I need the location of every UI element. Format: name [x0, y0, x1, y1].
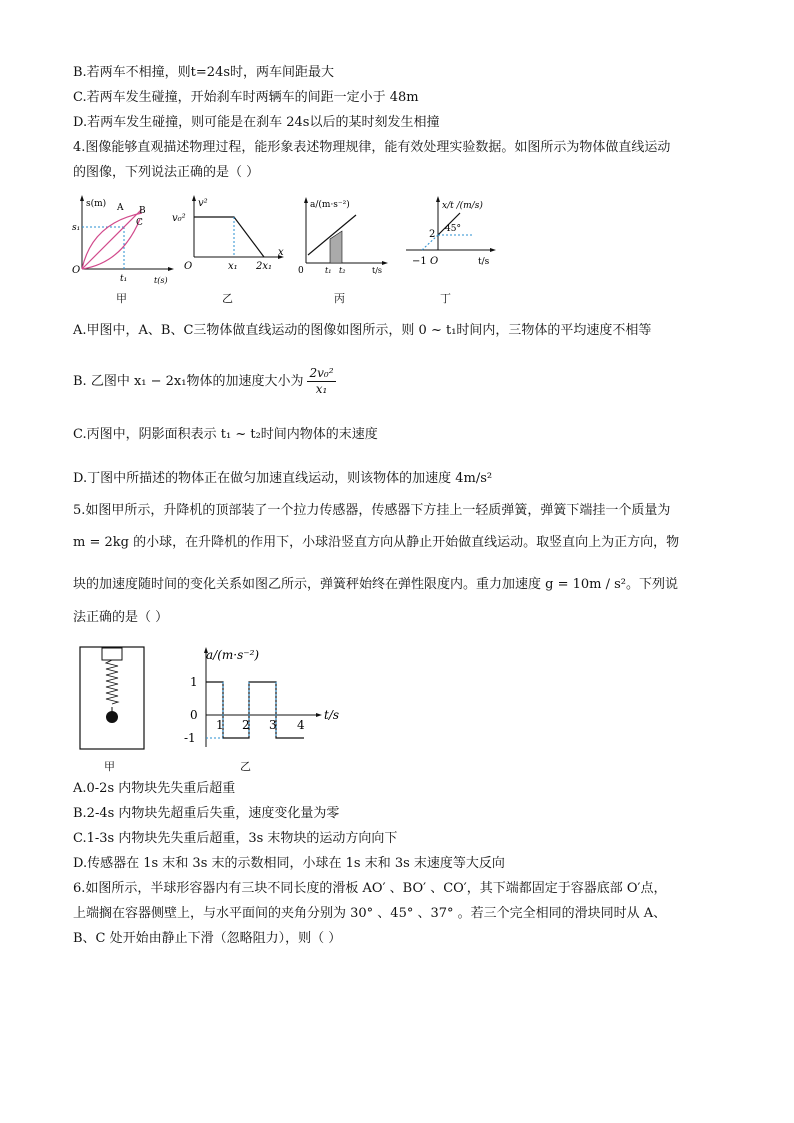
q4-option-b-denominator: x₁ — [315, 382, 328, 396]
q4-caption-yi: 乙 — [222, 292, 233, 305]
yi-xaxis: x — [278, 247, 284, 258]
q5yi-xtick-2: 2 — [242, 718, 250, 732]
q4-option-b-text: B. 乙图中 x₁ − 2x₁物体的加速度大小为 — [73, 374, 304, 389]
q4-caption-bing: 丙 — [334, 292, 345, 305]
bing-ylabel: a/(m·s⁻²) — [310, 200, 350, 210]
ding-xlabel: t/s — [478, 257, 490, 267]
bing-origin: 0 — [298, 266, 304, 276]
q5-stem-line-4: 法正确的是（ ） — [73, 610, 169, 625]
q5yi-tick-neg1: -1 — [184, 731, 196, 745]
q5-caption-yi: 乙 — [240, 760, 251, 773]
q5-figure-yi — [180, 643, 350, 755]
q5-caption-jia: 甲 — [104, 760, 115, 773]
q6-stem-line-2: 上端搁在容器侧壁上，与水平面间的夹角分别为 30° 、45° 、37° 。若三个完全相同的滑块同时从 A、 — [73, 906, 667, 921]
q4-figure-yi — [172, 193, 290, 285]
q6-stem-line-1: 6.如图所示，半球形容器内有三块不同长度的滑板 AO′ 、BO′ 、CO′，其下端都固定于容器底部 O′点， — [73, 881, 667, 896]
q5yi-xlabel: t/s — [324, 708, 340, 722]
yi-x1: x₁ — [228, 261, 238, 272]
q5yi-ylabel: a/(m·s⁻²) — [206, 648, 260, 662]
jia-label-b: B — [139, 206, 146, 216]
q5-figure-jia — [78, 645, 148, 753]
bing-xlabel: t/s — [372, 266, 383, 275]
yi-ylabel: v² — [198, 198, 208, 209]
q5-option-c: C.1-3s 内物块先失重后超重，3s 末物块的运动方向向下 — [73, 831, 398, 846]
yi-v0sq: v₀² — [172, 213, 186, 224]
q5-stem-line-2: m = 2kg 的小球，在升降机的作用下，小球沿竖直方向从静止开始做直线运动。取竖直向上为正方向，物 — [73, 535, 680, 550]
ding-neg1: −1 — [412, 256, 427, 267]
ball-icon — [106, 711, 118, 723]
q4-option-b-fraction — [307, 366, 335, 397]
q3-option-c: C.若两车发生碰撞，开始刹车时两辆车的间距一定小于 48m — [73, 90, 419, 105]
q4-stem-line-1: 4.图像能够直观描述物理过程，能形象表述物理规律，能有效处理实验数据。如图所示为物体做直线运动 — [73, 140, 671, 155]
q5-option-a: A.0-2s 内物块先失重后超重 — [73, 781, 236, 796]
q4-option-a: A.甲图中，A、B、C三物体做直线运动的图像如图所示，则 0 ~ t₁时间内，三物体的平均速度不相等 — [73, 323, 652, 338]
q3-option-d: D.若两车发生碰撞，则可能是在刹车 24s以后的某时刻发生相撞 — [73, 115, 440, 130]
q4-figure-jia — [72, 193, 178, 285]
jia-ylabel: s(m) — [86, 199, 107, 209]
q5yi-tick-1: 1 — [190, 675, 198, 689]
q3-option-b: B.若两车不相撞，则t=24s时，两车间距最大 — [73, 65, 335, 80]
q4-caption-jia: 甲 — [116, 292, 127, 305]
bing-t1: t₁ — [325, 266, 332, 275]
q4-option-b-numerator: 2v₀² — [309, 366, 334, 380]
q4-caption-ding: 丁 — [440, 292, 451, 305]
q5yi-xtick-3: 3 — [269, 718, 277, 732]
bing-t2: t₂ — [339, 266, 346, 275]
ding-angle: 45° — [445, 224, 461, 234]
q5yi-xtick-1: 1 — [216, 718, 224, 732]
q5-option-d: D.传感器在 1s 末和 3s 末的示数相同，小球在 1s 末和 3s 末速度等大反向 — [73, 856, 505, 871]
jia-label-a: A — [117, 203, 124, 213]
jia-label-c: C — [136, 218, 143, 228]
ding-origin: O — [430, 256, 439, 267]
ding-two: 2 — [429, 229, 436, 240]
ding-ylabel: x/t /(m/s) — [442, 201, 483, 211]
q5-stem-line-3: 块的加速度随时间的变化关系如图乙所示，弹簧秤始终在弹性限度内。重力加速度 g = 10m / s²。下列说 — [73, 577, 679, 592]
q4-figure-ding — [402, 190, 504, 285]
q4-stem-line-2: 的图像，下列说法正确的是（ ） — [73, 165, 260, 180]
jia-t1: t₁ — [120, 274, 128, 284]
jia-xlabel: t(s) — [154, 276, 168, 285]
q5-option-b: B.2-4s 内物块先超重后失重，速度变化量为零 — [73, 806, 340, 821]
q4-option-b — [73, 363, 336, 401]
q5-stem-line-1: 5.如图甲所示，升降机的顶部装了一个拉力传感器，传感器下方挂上一轻质弹簧，弹簧下端挂一个质量为 — [73, 503, 671, 518]
jia-s1: s₁ — [72, 223, 81, 233]
q5yi-tick-0: 0 — [190, 708, 198, 722]
q4-option-c: C.丙图中，阴影面积表示 t₁ ~ t₂时间内物体的末速度 — [73, 427, 378, 442]
q4-figure-bing — [296, 193, 396, 285]
q4-option-d: D.丁图中所描述的物体正在做匀加速直线运动，则该物体的加速度 4m/s² — [73, 471, 493, 486]
q5yi-xtick-4: 4 — [297, 718, 305, 732]
yi-x2: 2x₁ — [256, 261, 273, 272]
q6-stem-line-3: B、C 处开始由静止下滑（忽略阻力），则（ ） — [73, 931, 342, 946]
jia-origin: O — [72, 265, 81, 276]
yi-origin: O — [184, 261, 193, 272]
